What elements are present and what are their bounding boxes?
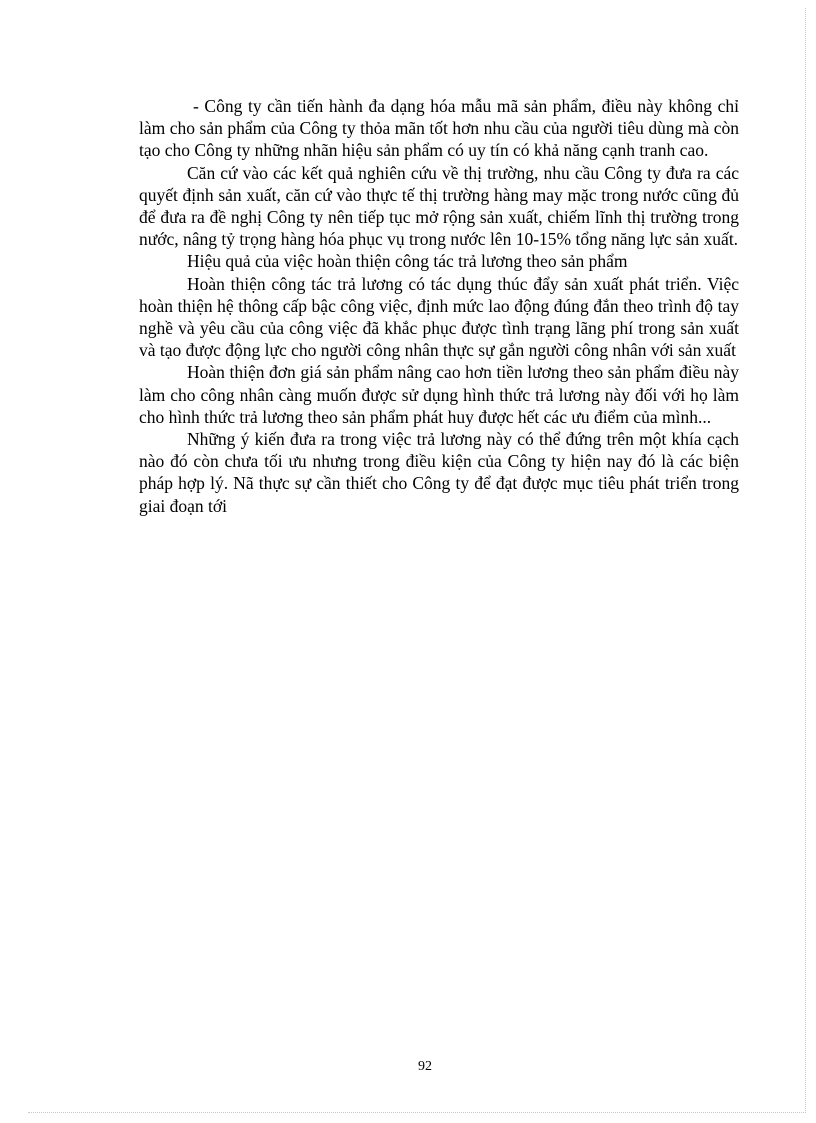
page-edge-bottom [28, 1112, 806, 1113]
page-number: 92 [418, 1059, 432, 1074]
paragraph-unit-price: Hoàn thiện đơn giá sản phẩm nâng cao hơn tiền lương theo sản phẩm điều này làm cho công nhân càng muốn được sử dụng hình thức trả lương này đối với họ làm cho hình thức trả lương theo sản phẩm phát huy được hết các ưu điểm của mình... [139, 362, 739, 427]
section-heading-wage-efficiency: Hiệu quả của việc hoàn thiện công tác trả lương theo sản phẩm [187, 251, 628, 272]
paragraph-wage-improvement: Hoàn thiện công tác trả lương có tác dụng thúc đẩy sản xuất phát triển. Việc hoàn thiện hệ thông cấp bậc công việc, định mức lao động đúng đắn theo trình độ tay nghề và yêu cầu của công việc đã khắc phục được tình trạng lãng phí trong sản xuất và tạo được động lực cho người công nhân thực sự gắn người công nhân với sản xuất [139, 273, 739, 361]
page-edge-right [805, 8, 806, 1113]
paragraph-conclusion: Những ý kiến đưa ra trong việc trả lương này có thể đứng trên một khía cạch nào đó còn chưa tối ưu nhưng trong điều kiện của Công ty hiện nay đó là các biện pháp hợp lý. Nã thực sự cần thiết cho Công ty để đạt được mục tiêu phát triển trong giai đoạn tới [139, 429, 739, 516]
paragraph-market-research: Căn cứ vào các kết quả nghiên cứu về thị trường, nhu cầu Công ty đưa ra các quyết định sản xuất, căn cứ vào thực tế thị trường hàng may mặc trong nước cũng đủ để đưa ra đề nghị Công ty nên tiếp tục mở rộng sản xuất, chiếm lĩnh thị trường trong nước, nâng tỷ trọng hàng hóa phục vụ trong nước lên 10-15% tổng năng lực sản xuất. [139, 162, 739, 250]
body-text [139, 95, 739, 517]
paragraph-product-diversification: - Công ty cần tiến hành đa dạng hóa mẫu mã sản phẩm, điều này không chỉ làm cho sản phẩm của Công ty thỏa mãn tốt hơn nhu cầu của người tiêu dùng mà còn tạo cho Công ty những nhãn hiệu sản phẩm có uy tín có khả năng cạnh tranh cao. [139, 96, 739, 161]
